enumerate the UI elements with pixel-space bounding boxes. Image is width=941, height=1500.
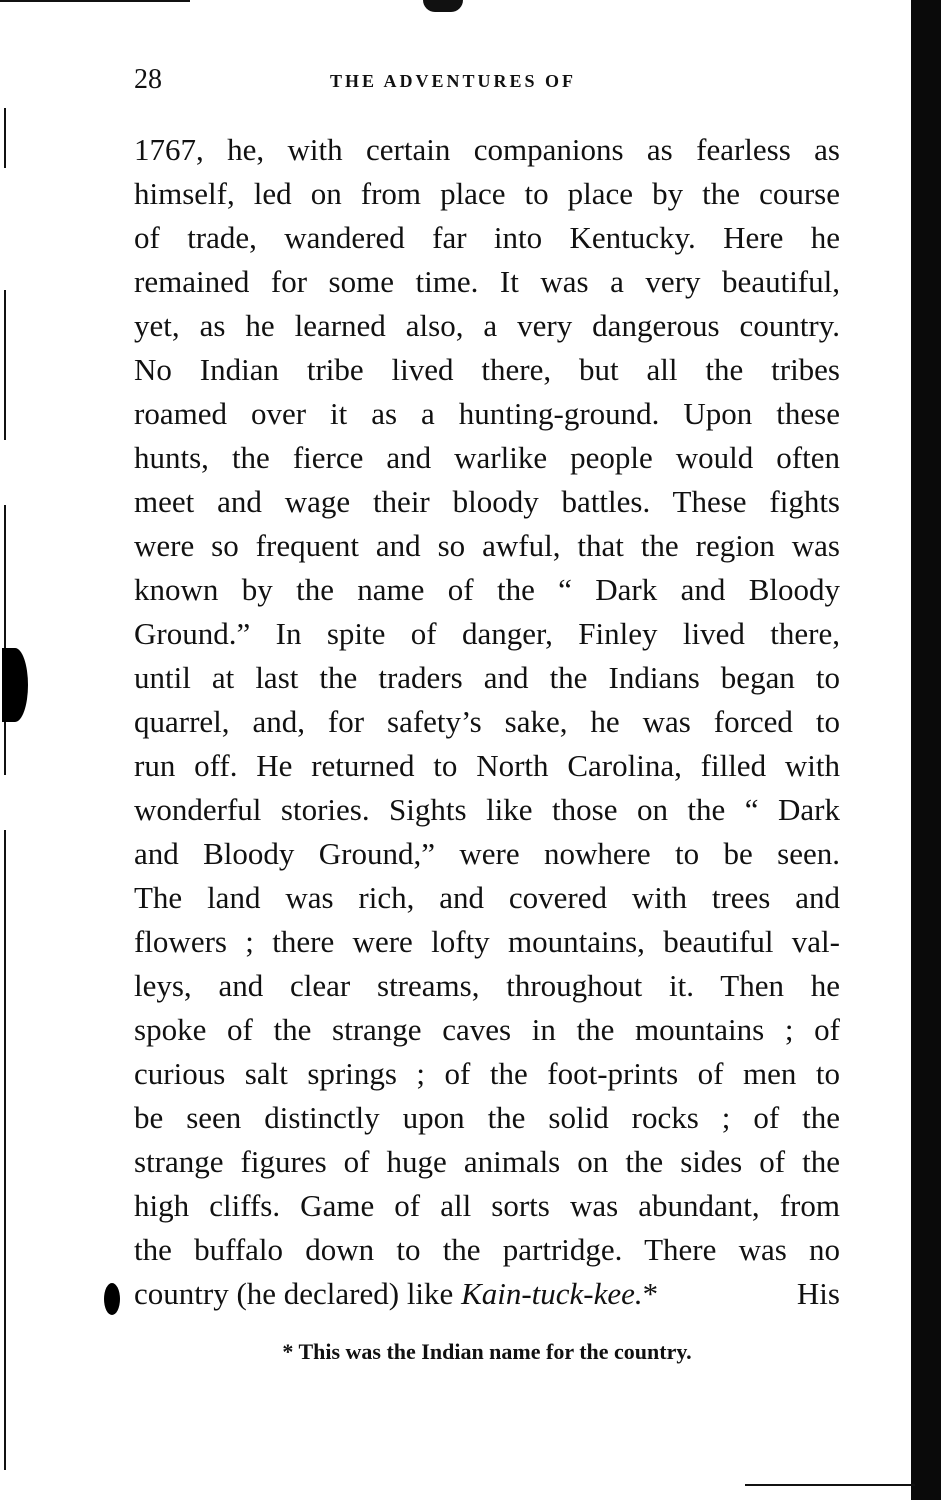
text-line: high cliffs. Game of all sorts was abundant, from [134,1188,840,1223]
text-line: and Bloody Ground,” were nowhere to be seen. [134,836,840,871]
text-line-last [134,1272,840,1316]
text-line: the buffalo down to the partridge. There was no [134,1232,840,1267]
text-line: curious salt springs ; of the foot-prints of men to [134,1056,840,1091]
text-line: were so frequent and so awful, that the region was [134,528,840,563]
text-line: yet, as he learned also, a very dangerous country. [134,308,840,343]
footnote: * This was the Indian name for the country. [282,1339,692,1364]
text-line: spoke of the strange caves in the mountains ; of [134,1012,840,1047]
text-line: wonderful stories. Sights like those on the “ Dark [134,792,840,827]
right-page-edge [911,0,941,1500]
kain-tuck-kee: Kain-tuck-kee. [461,1276,643,1311]
left-margin-rule [4,830,6,1470]
top-ink-mark [423,0,463,12]
text-line: flowers ; there were lofty mountains, beautiful val- [134,924,840,959]
text-line: roamed over it as a hunting-ground. Upon these [134,396,840,431]
text-line: Ground.” In spite of danger, Finley lived there, [134,616,840,651]
left-margin-rule [4,505,6,775]
text-line: until at last the traders and the Indians began to [134,660,840,695]
top-rule [0,0,190,2]
text-line: meet and wage their bloody battles. These fights [134,484,840,519]
last-line-start: country (he declared) like [134,1276,462,1311]
text-line: known by the name of the “ Dark and Bloody [134,572,840,607]
text-line: 1767, he, with certain companions as fearless as [134,132,840,167]
text-line: be seen distinctly upon the solid rocks ; of the [134,1100,840,1135]
footnote-marker: * [642,1276,659,1311]
left-margin-rule [4,108,6,168]
running-head: THE ADVENTURES OF [330,71,577,91]
text-line: hunts, the fierce and warlike people would often [134,440,840,475]
text-line: run off. He returned to North Carolina, filled with [134,748,840,783]
text-line: leys, and clear streams, throughout it. Then he [134,968,840,1003]
page-number: 28 [134,64,162,95]
left-ink-blot [2,648,28,722]
page-header [134,62,840,102]
body-text [134,128,840,1316]
text-line: remained for some time. It was a very beautiful, [134,264,840,299]
last-line-end: His [796,1276,840,1311]
bottom-rule [745,1484,915,1486]
left-margin-rule [4,290,6,440]
text-line: quarrel, and, for safety’s sake, he was forced to [134,704,840,739]
text-line: himself, led on from place to place by the course [134,176,840,211]
text-line: strange figures of huge animals on the sides of the [134,1144,840,1179]
text-line: No Indian tribe lived there, but all the tribes [134,352,840,387]
text-line: The land was rich, and covered with trees and [134,880,840,915]
text-line: of trade, wandered far into Kentucky. Here he [134,220,840,255]
ink-dot [104,1283,120,1315]
